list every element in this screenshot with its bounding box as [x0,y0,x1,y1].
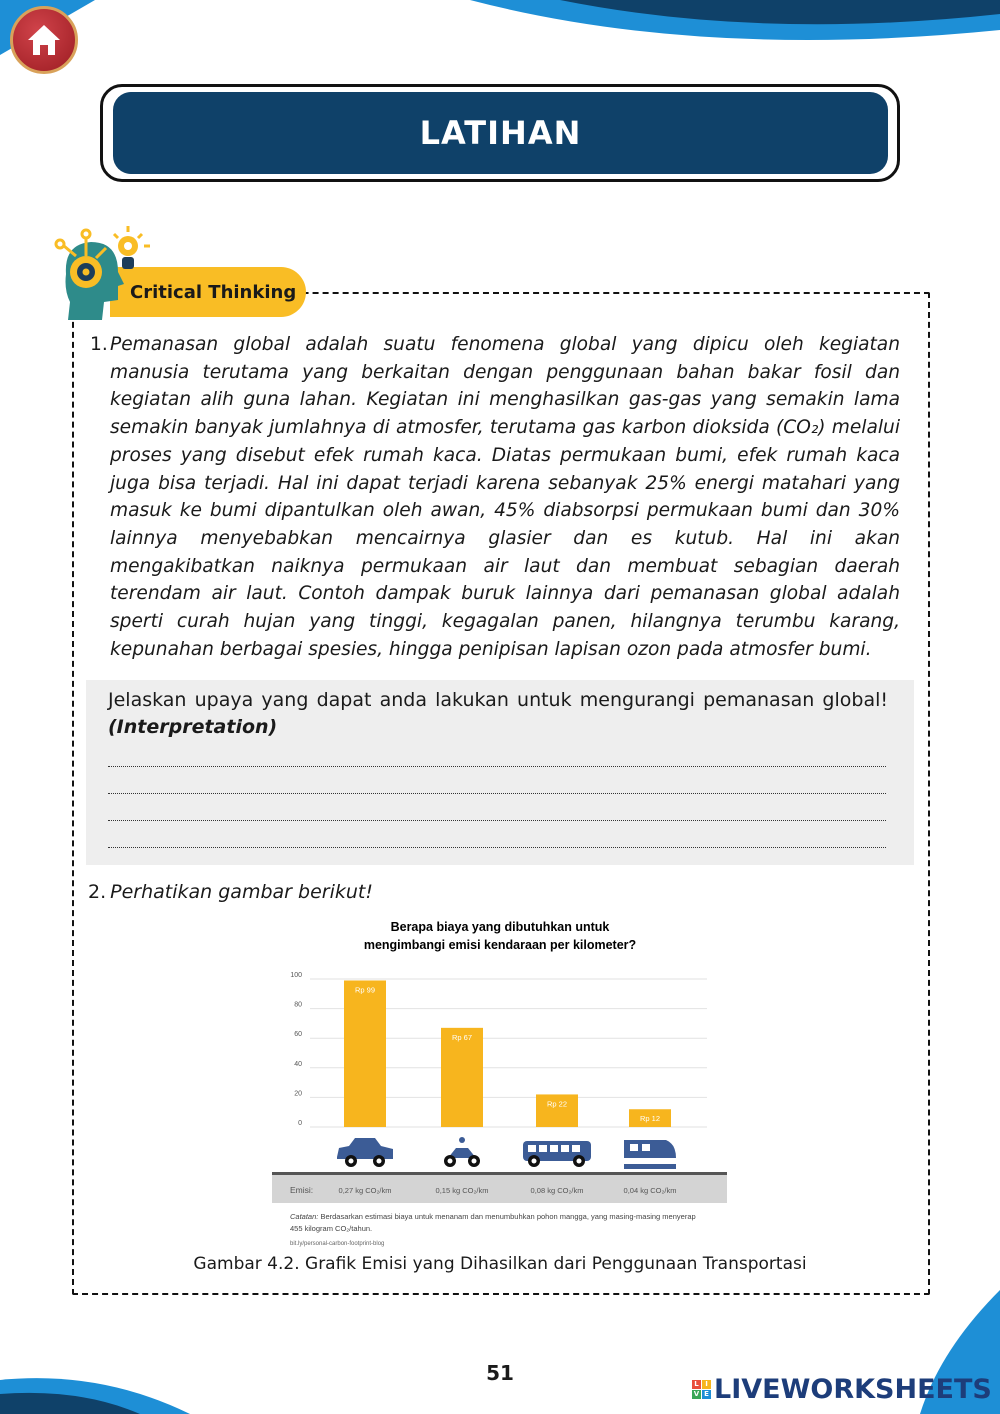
chart-source: bit.ly/personal-carbon-footprint-blog [290,1241,385,1247]
top-decoration-wave [0,0,1000,60]
chart-note-line-1: Catatan: Berdasarkan estimasi biaya untuk menanam dan menumbuhkan pohon mangga, yang masing-masing menyerap [290,1212,696,1221]
bar-mobil [344,980,386,1127]
answer-line-1[interactable] [108,740,886,767]
question-1-text: Pemanasan global adalah suatu fenomena global yang dipicu oleh kegiatan manusia terutama yang berkaitan dengan penggunaan bahan bakar fosil dan kegiatan alih guna lahan. Kegiatan ini menghasilkan gas-gas yang semakin lama semakin banyak jumlahnya di atmosfer, terutama gas karbon dioksida (CO₂) melalui proses yang disebut efek rumah kaca. Diatas permukaan bumi, efek rumah kaca juga bisa terjadi. Hal ini dapat terjadi karena sebanyak 25% energi matahari yang masuk ke bumi dipantulkan oleh awan, 45% diabsorpsi permukaan bumi dan 30% lainnya menyebabkan mencairnya glasier dan es kutub. Hal ini akan mengakibatkan naiknya permukaan air laut dan membuat sebagian daerah terendam air laut. Contoh dampak buruk lainnya dari pemanasan global adalah sperti curah hujan yang tinggi, kegagalan panen, hilangnya terumbu karang, kepunahan berbagai spesies, hingga penipisan lapisan ozon pada atmosfer bumi. [110,334,900,660]
question-2-number: 2. [88,881,107,903]
section-label-text: Critical Thinking [130,281,297,303]
home-button[interactable] [10,6,78,74]
page-number: 51 [486,1361,514,1385]
emission-value: 0,04 kg CO₂/km [623,1186,677,1195]
y-tick-label: 100 [290,972,302,979]
logo-mark-icon: L I V E [692,1380,711,1399]
question-2-text: Perhatikan gambar berikut! [110,881,373,903]
head-gear-lightbulb-icon [46,224,156,320]
question-2 [88,881,373,903]
answer-line-4[interactable] [108,821,886,848]
bar-value-label: Rp 12 [639,1114,661,1124]
chart-title-line-1: Berapa biaya yang dibutuhkan untuk [390,920,610,934]
bus-icon [523,1141,591,1167]
emission-value: 0,15 kg CO₂/km [435,1186,489,1195]
question-1-number: 1. [90,334,108,355]
answer-line-2[interactable] [108,767,886,794]
figure-caption: Gambar 4.2. Grafik Emisi yang Dihasilkan dari Penggunaan Transportasi [193,1254,807,1274]
bar-motor [441,1028,483,1127]
road-line [272,1172,727,1175]
bar-value-label: Rp 67 [451,1032,473,1042]
question-1 [90,331,900,663]
emission-value: 0,08 kg CO₂/km [530,1186,584,1195]
y-tick-label: 80 [294,1001,302,1009]
answer-box [86,680,914,865]
page-title: LATIHAN [113,92,888,174]
task-skill-tag: (Interpretation) [108,716,278,738]
chart-title-line-2: mengimbangi emisi kendaraan per kilometer? [363,938,637,952]
emission-value: 0,27 kg CO₂/km [338,1186,392,1195]
emission-label: Emisi: [290,1185,314,1195]
train-icon [624,1140,676,1169]
bar-value-label: Rp 99 [354,985,376,995]
logo-text: LIVEWORKSHEETS [714,1374,992,1405]
bar-value-label: Rp 22 [546,1099,568,1109]
y-tick-label: 60 [294,1031,302,1039]
answer-line-3[interactable] [108,794,886,821]
home-icon [26,23,62,57]
car-icon [337,1138,393,1167]
motorcycle-icon [444,1137,480,1167]
y-tick-label: 0 [298,1120,302,1127]
task-prompt: Jelaskan upaya yang dapat anda lakukan untuk mengurangi pemanasan global! [108,689,888,711]
emission-cost-chart [272,912,732,1252]
y-tick-label: 40 [294,1060,302,1068]
y-tick-label: 20 [294,1090,302,1098]
chart-note-line-2: 455 kilogram CO₂/tahun. [290,1224,373,1233]
liveworksheets-logo[interactable] [692,1374,992,1405]
